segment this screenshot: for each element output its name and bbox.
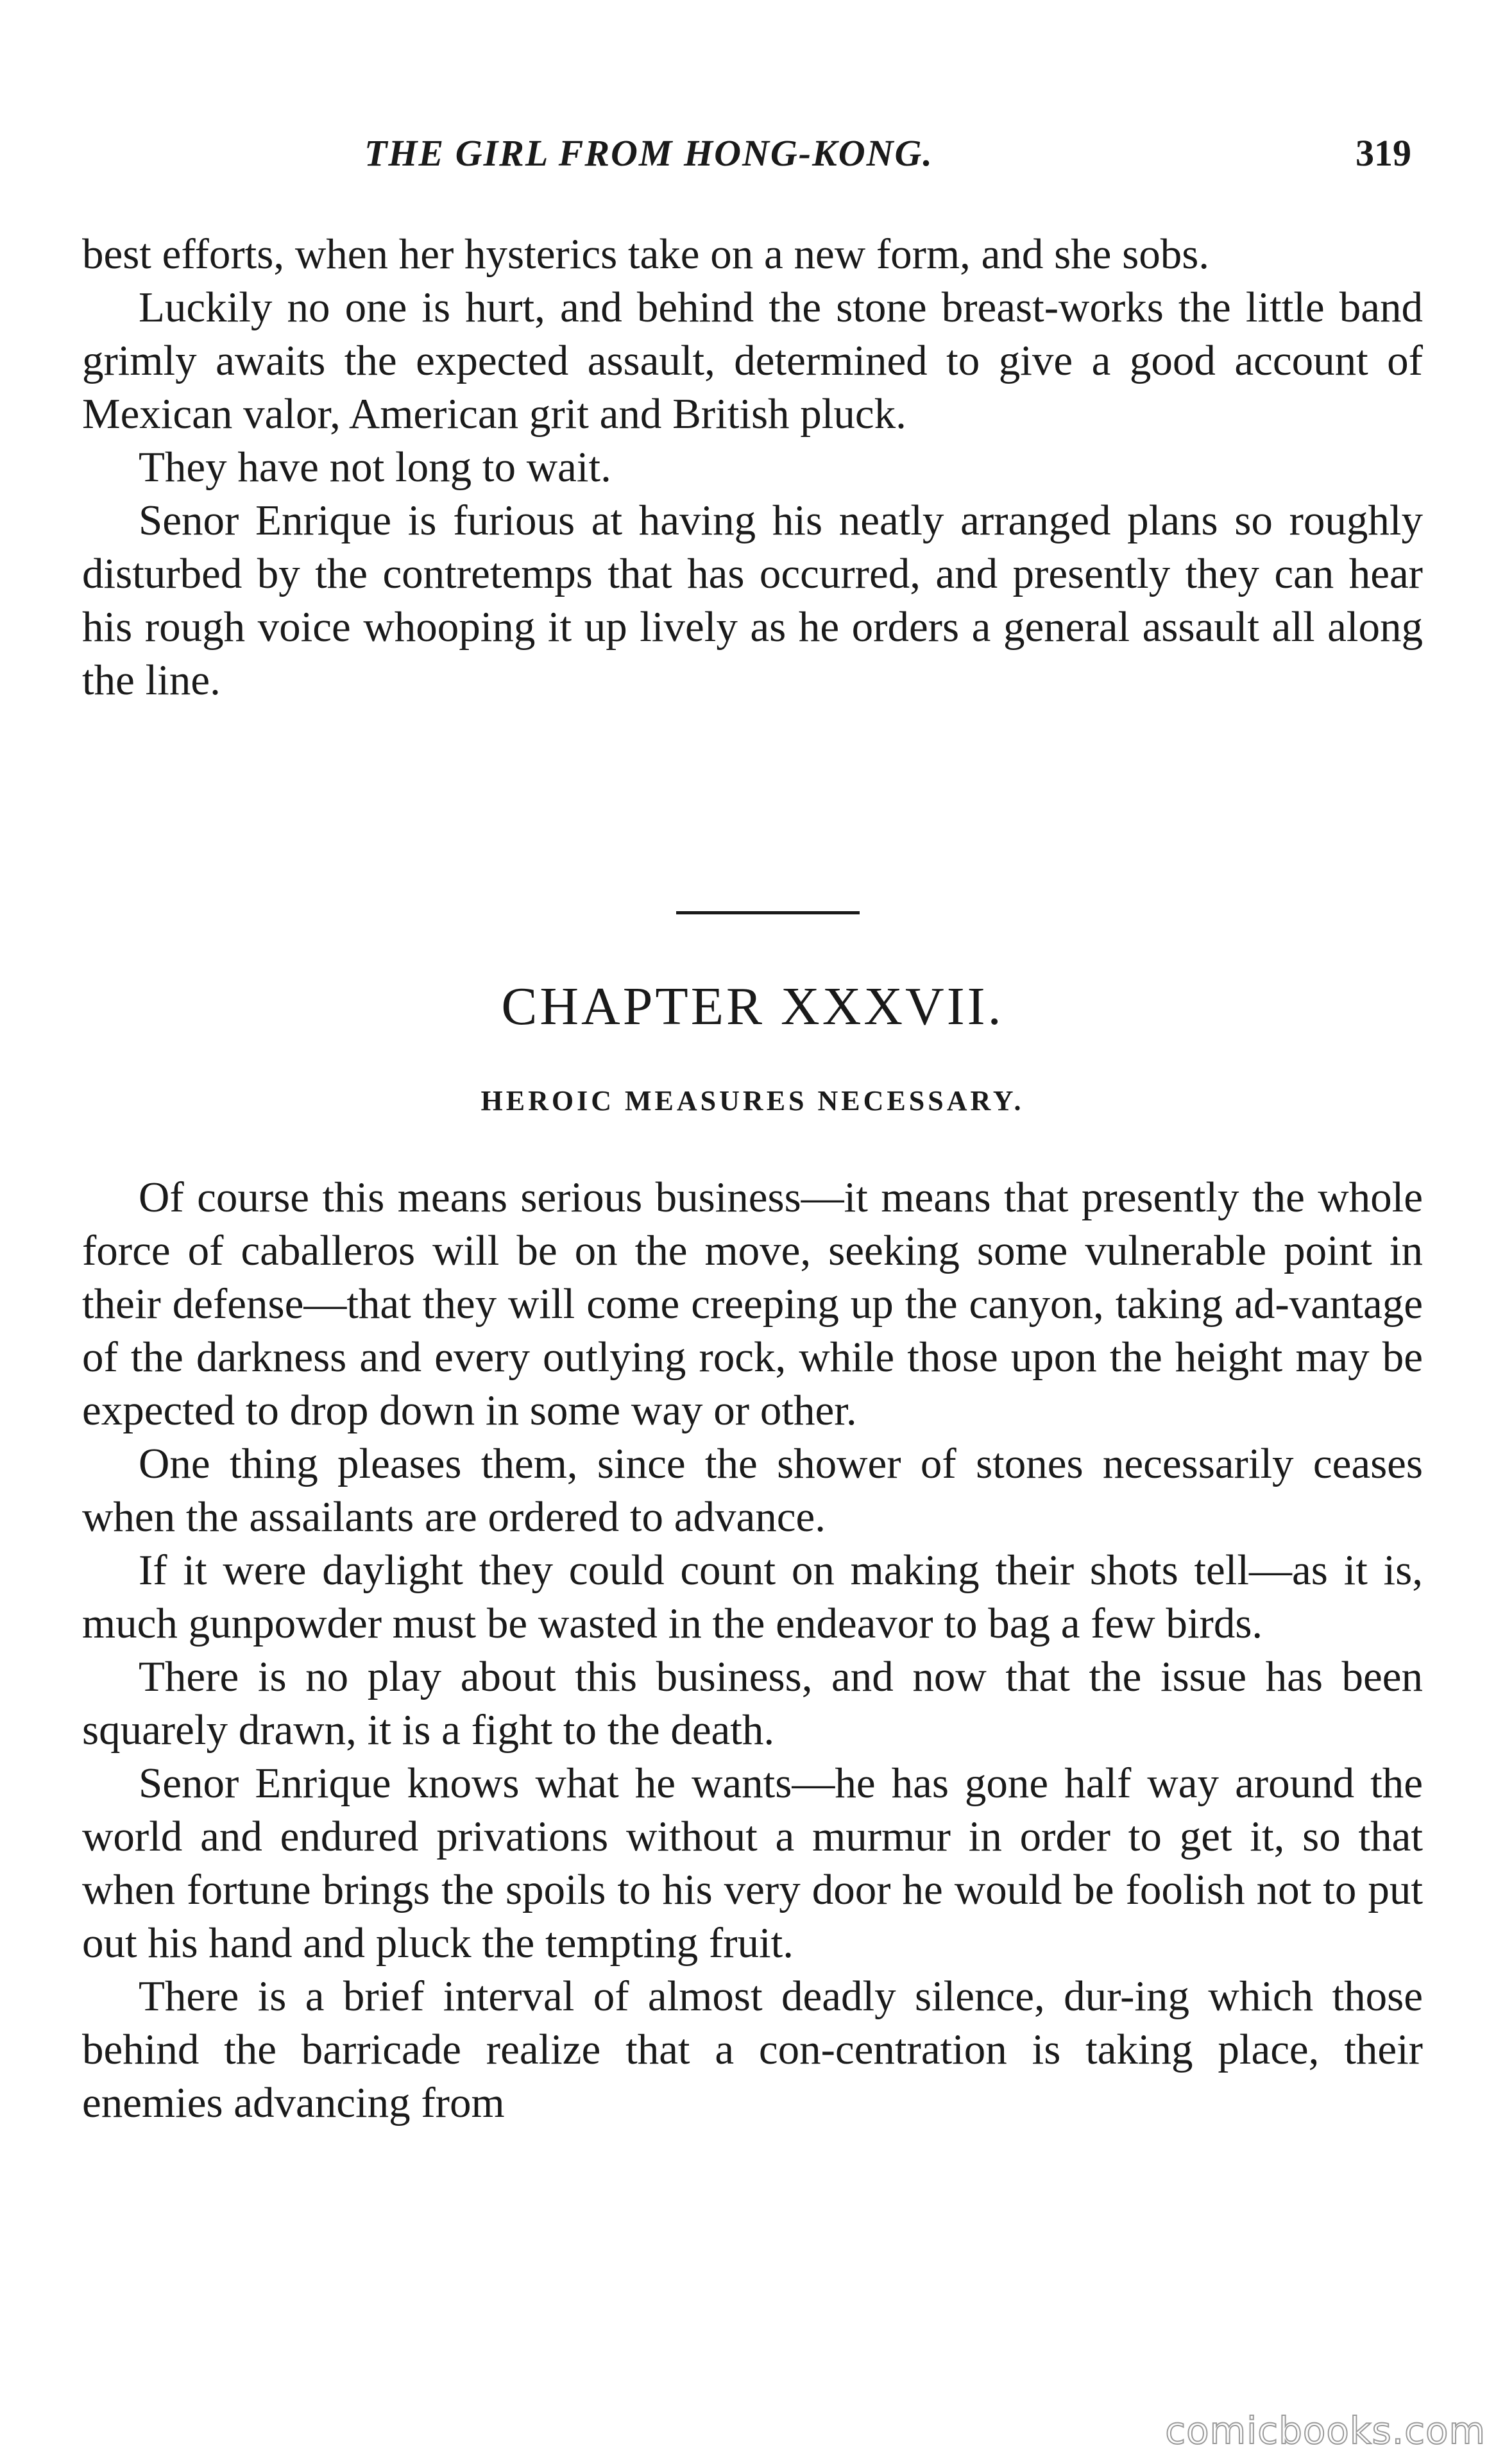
watermark: comicbooks.com [1165, 2409, 1486, 2452]
chapter-subtitle: HEROIC MEASURES NECESSARY. [480, 1085, 1025, 1116]
chapter-title: CHAPTER XXXVII. [501, 977, 1004, 1036]
paragraph: Senor Enrique is furious at having his neatly arranged plans so roughly disturbed by the contretemps that has occurred, and presently they can hear his rough voice whooping it up lively as he orders a general assault all along the line. [82, 497, 1423, 704]
paragraph: They have not long to wait. [139, 443, 611, 491]
paragraph: Of course this means serious business—it means that presently the whole force of caballeros will be on the move, seeking some vulnerable point in their defense—that they will come creeping up the canyon, taking ad-vantage of the darkness and every outlying rock, while those upon the height may be expected to drop down in some way or other. [82, 1174, 1423, 1434]
paragraph: Luckily no one is hurt, and behind the stone breast-works the little band grimly awaits the expected assault, determined to give a good account of Mexican valor, American grit and British pluck. [82, 284, 1423, 438]
running-title: THE GIRL FROM HONG-KONG. [364, 132, 933, 174]
top-text-block [82, 228, 1423, 707]
paragraph: There is no play about this business, and now that the issue has been squarely drawn, it is a fight to the death. [82, 1653, 1423, 1754]
paragraph: There is a brief interval of almost deadly silence, dur-ing which those behind the barricade realize that a con-centration is taking place, their enemies advancing from [82, 1972, 1423, 2126]
paragraph: If it were daylight they could count on making their shots tell—as it is, much gunpowder must be wasted in the endeavor to bag a few birds. [82, 1546, 1423, 1647]
book-page [82, 0, 1423, 2464]
page-number: 319 [1356, 132, 1411, 174]
running-head [82, 132, 1423, 183]
section-divider [676, 911, 860, 914]
paragraph: Senor Enrique knows what he wants—he has gone half way around the world and endured privations without a murmur in order to get it, so that when fortune brings the spoils to his very door he would be foolish not to put out his hand and pluck the tempting fruit. [82, 1759, 1423, 1967]
paragraph: One thing pleases them, since the shower of stones necessarily ceases when the assailants are ordered to advance. [82, 1440, 1423, 1541]
paragraph: best efforts, when her hysterics take on a new form, and she sobs. [82, 230, 1210, 278]
chapter-text-block [82, 1171, 1423, 2130]
